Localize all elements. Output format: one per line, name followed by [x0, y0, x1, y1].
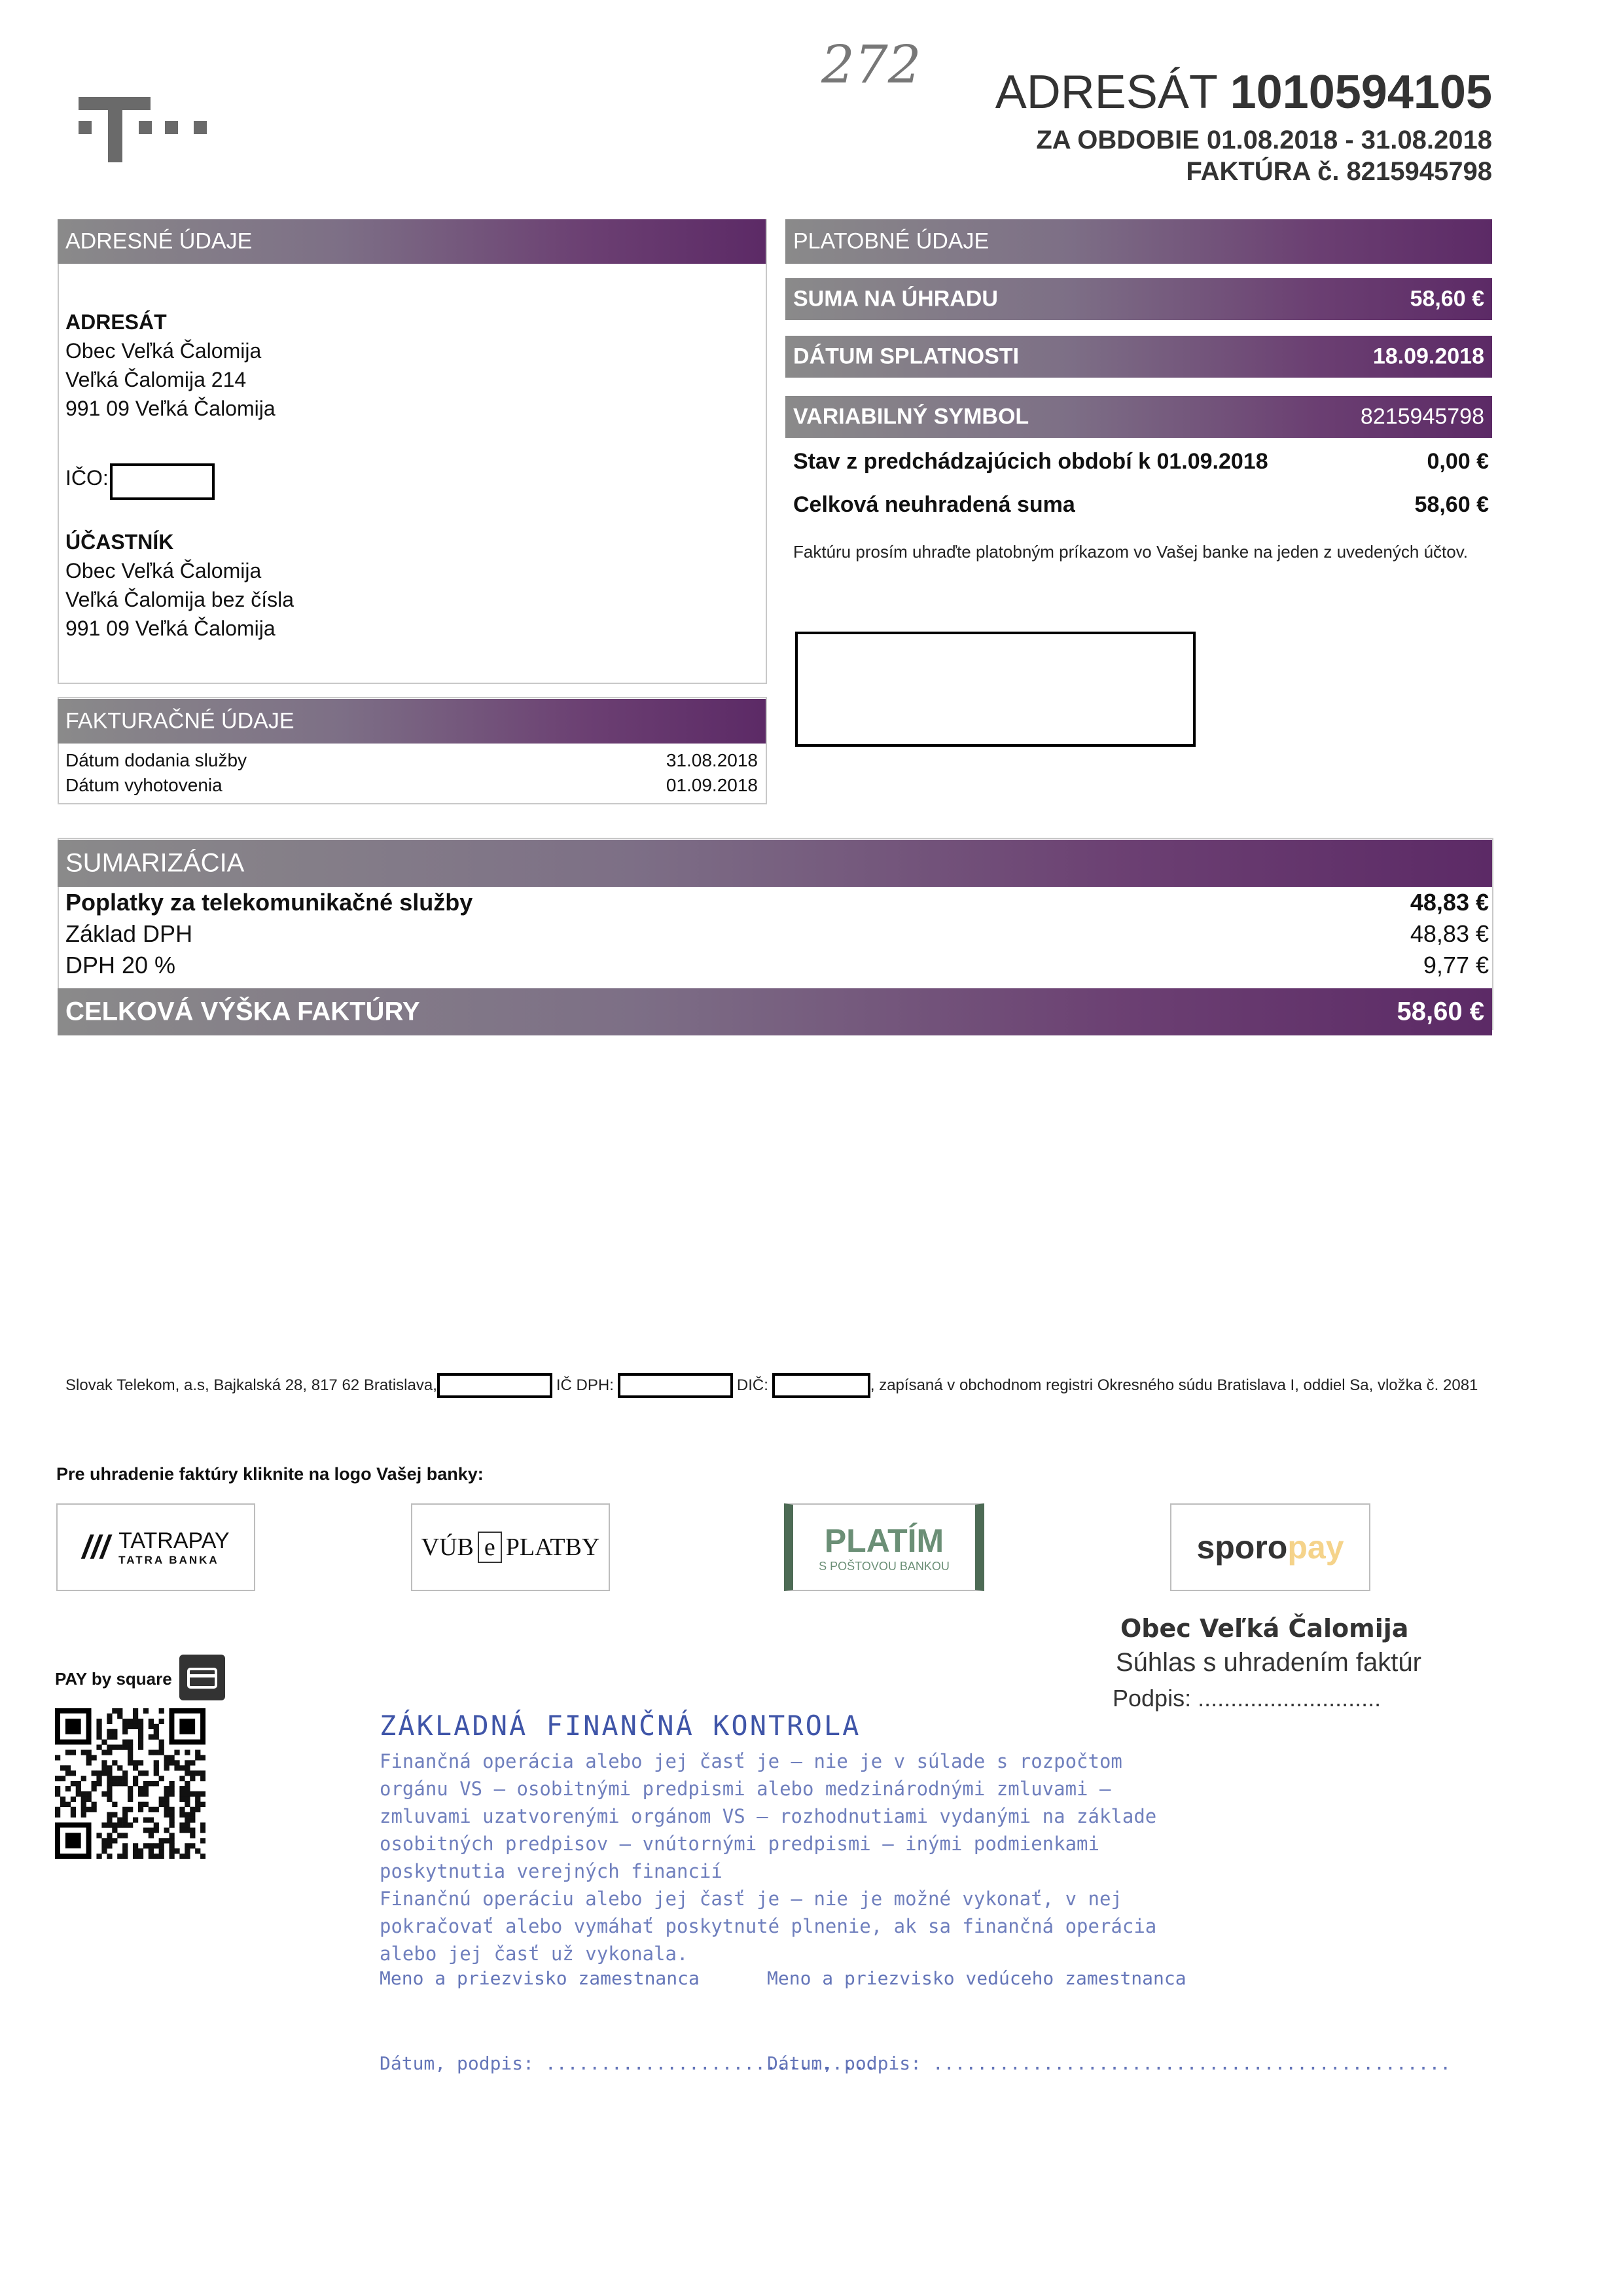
- platim-main: PLATÍM: [824, 1522, 944, 1559]
- stamp-consent: Súhlas s uhradením faktúr: [1116, 1648, 1421, 1677]
- dic-redaction: [772, 1373, 870, 1398]
- summary-row-value: 48,83 €: [1410, 920, 1489, 947]
- invoice-total-band: [58, 988, 1492, 1035]
- ico-redaction: [437, 1373, 552, 1398]
- ic-dph-redaction: [618, 1373, 733, 1398]
- control-stamp-name-left: Meno a priezvisko zamestnanca: [380, 1967, 700, 1989]
- ucastnik-line: 991 09 Veľká Čalomija: [65, 617, 276, 640]
- vub-label: VÚB: [421, 1534, 474, 1561]
- sporopay-button[interactable]: [1170, 1503, 1370, 1591]
- billing-row-label: Dátum dodania služby: [65, 750, 247, 770]
- tatrapay-slashes-icon: ///: [82, 1529, 110, 1566]
- ucastnik-block: [65, 528, 294, 643]
- vub-platby-label: PLATBY: [505, 1534, 600, 1561]
- payment-row-label: SUMA NA ÚHRADU: [793, 286, 998, 312]
- total-unpaid-value: 58,60 €: [1414, 492, 1489, 517]
- tatrapay-button[interactable]: [56, 1503, 255, 1591]
- ico-redaction: [110, 463, 215, 500]
- control-stamp-paragraph2: Finančnú operáciu alebo jej časť je – nie je možné vykonať, v nej pokračovať alebo vymáhať poskytnuté plnenie, ak sa finančná operácia alebo jej časť už vykonala.: [380, 1888, 1157, 1965]
- header-adresat: [995, 65, 1492, 119]
- tatrapay-name: TATRAPAY: [118, 1528, 230, 1553]
- payment-note: Faktúru prosím uhraďte platobným príkazom vo Vašej banke na jeden z uvedených účtov.: [793, 542, 1469, 562]
- sporo-label: sporo: [1196, 1529, 1288, 1566]
- previous-balance-label: Stav z predchádzajúcich období k 01.09.2018: [793, 449, 1268, 474]
- payment-section-title-band: [785, 219, 1492, 264]
- platim-sub: S POŠTOVOU BANKOU: [819, 1559, 950, 1573]
- billing-row-value: 31.08.2018: [666, 750, 758, 770]
- pay-by-square-label: PAY by square: [55, 1669, 172, 1689]
- vub-eplatby-button[interactable]: [411, 1503, 610, 1591]
- adresat-block: [65, 308, 276, 423]
- billing-row-label: Dátum vyhotovenia: [65, 775, 223, 795]
- ico-label: IČO:: [65, 466, 109, 490]
- address-section-title-band: [58, 219, 766, 264]
- summary-title: SUMARIZÁCIA: [65, 848, 245, 878]
- tatrapay-text: [118, 1528, 229, 1567]
- stamp-signature: Podpis: ............................: [1113, 1685, 1382, 1712]
- billing-row-value: 01.09.2018: [666, 775, 758, 795]
- bank-account-redaction: [795, 632, 1196, 747]
- payment-row-value: 58,60 €: [1410, 286, 1484, 312]
- company-address: Slovak Telekom, a.s, Bajkalská 28, 817 62 Bratislava,: [65, 1376, 437, 1394]
- adresat-line: 991 09 Veľká Čalomija: [65, 397, 276, 420]
- payment-row-amount: [785, 278, 1492, 320]
- control-stamp-date-left: Dátum, podpis: ..............................: [380, 2053, 876, 2074]
- billing-section-title: FAKTURAČNÉ ÚDAJE: [65, 708, 294, 734]
- adresat-number: 1010594105: [1230, 66, 1492, 118]
- control-stamp-date-right: Dátum, podpis: ...............................................: [767, 2053, 1452, 2074]
- qr-code[interactable]: [55, 1708, 205, 1859]
- control-stamp-paragraph1: Finančná operácia alebo jej časť je – nie je v súlade s rozpočtom orgánu VS – osobitnými predpismi alebo medzinárodnými zmluvami – zmluvami uzatvorenými orgánom VS – rozhodnutiami vydanými na základe osobitných predpisov – vnútornými predpismi – inými podmienkami poskytnutia verejných financií: [380, 1750, 1157, 1882]
- ucastnik-heading: ÚČASTNÍK: [65, 530, 174, 554]
- handwritten-note: 272: [821, 34, 921, 95]
- control-stamp-name-right: Meno a priezvisko vedúceho zamestnanca: [767, 1967, 1186, 1989]
- telekom-logo: [73, 92, 217, 164]
- ucastnik-line: Obec Veľká Čalomija: [65, 559, 262, 583]
- adresat-line: Veľká Čalomija 214: [65, 368, 247, 391]
- payment-row-due-date: [785, 336, 1492, 378]
- vub-e-icon: e: [478, 1532, 502, 1563]
- total-unpaid-label: Celková neuhradená suma: [793, 492, 1075, 517]
- invoice-number: FAKTÚRA č. 8215945798: [1186, 157, 1492, 186]
- payment-row-label: DÁTUM SPLATNOSTI: [793, 344, 1020, 369]
- previous-balance-value: 0,00 €: [1427, 449, 1489, 474]
- ucastnik-line: Veľká Čalomija bez čísla: [65, 588, 294, 611]
- card-icon: [179, 1655, 225, 1700]
- payment-row-label: VARIABILNÝ SYMBOL: [793, 404, 1029, 429]
- dic-label: DIČ:: [736, 1376, 768, 1394]
- billing-section-title-band: [58, 699, 766, 744]
- bank-prompt: Pre uhradenie faktúry kliknite na logo Vašej banky:: [56, 1464, 484, 1484]
- company-footer: [65, 1373, 1478, 1398]
- payment-row-value: 18.09.2018: [1372, 344, 1484, 369]
- summary-row-value: 48,83 €: [1410, 889, 1489, 916]
- ic-dph-label: IČ DPH:: [556, 1376, 614, 1394]
- adresat-heading: ADRESÁT: [65, 310, 167, 334]
- control-stamp-title: ZÁKLADNÁ FINANČNÁ KONTROLA: [380, 1710, 861, 1742]
- payment-section-title: PLATOBNÉ ÚDAJE: [793, 228, 990, 254]
- summary-row-value: 9,77 €: [1423, 952, 1489, 978]
- platim-button[interactable]: [784, 1503, 984, 1591]
- adresat-line: Obec Veľká Čalomija: [65, 339, 262, 363]
- stamp-org: Obec Veľká Čalomija: [1120, 1614, 1409, 1643]
- summary-row-label: Poplatky za telekomunikačné služby: [65, 889, 473, 916]
- payment-row-variable-symbol: [785, 396, 1492, 438]
- address-section-title: ADRESNÉ ÚDAJE: [65, 228, 253, 254]
- pay-label: pay: [1287, 1529, 1344, 1566]
- tatrapay-sub: TATRA BANKA: [118, 1553, 219, 1566]
- invoice-total-value: 58,60 €: [1397, 997, 1484, 1026]
- invoice-total-label: CELKOVÁ VÝŠKA FAKTÚRY: [65, 997, 420, 1026]
- period: ZA OBDOBIE 01.08.2018 - 31.08.2018: [1036, 126, 1492, 154]
- summary-row-label: DPH 20 %: [65, 952, 176, 978]
- summary-row-label: Základ DPH: [65, 920, 193, 947]
- adresat-label: ADRESÁT: [995, 66, 1217, 118]
- summary-title-band: [58, 840, 1492, 887]
- payment-row-value: 8215945798: [1360, 404, 1484, 429]
- registry-text: , zapísaná v obchodnom registri Okresného súdu Bratislava I, oddiel Sa, vložka č. 2081: [870, 1376, 1478, 1394]
